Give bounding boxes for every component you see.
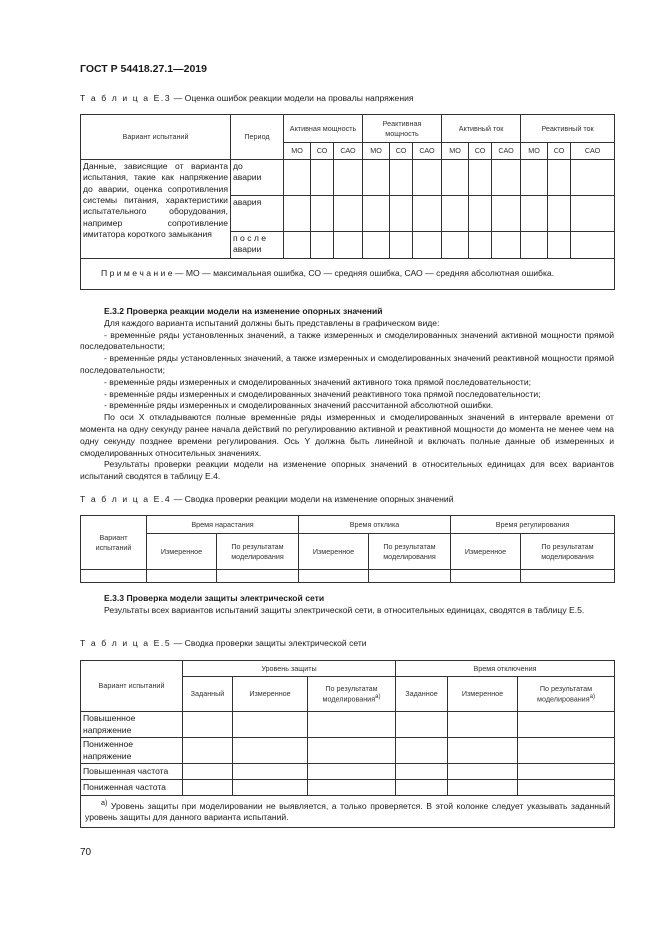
table-e3-sub-header: СО [548,143,571,160]
table-e3-sub-header: МО [442,143,469,160]
table-e5-caption-text: — Сводка проверки защиты электрической сети [171,638,367,648]
section-e32-item: - временны́е ряды измеренных и смоделированных значений рассчитанной абсолютной ошибки. [104,400,494,411]
table-e3-sub-header: САО [413,143,442,160]
table-e5-sub-header-sim [518,677,615,712]
footnote-marker: а) [101,799,108,807]
table-e4-group-header: Время нарастания [147,516,299,534]
table-e4-sub-header: Измеренное [147,534,217,570]
section-e32-item: - временны́е ряды измеренных и смоделированных значений активного тока прямой последовательности; [104,376,532,387]
table-e3-caption [80,93,414,103]
table-e5-sub-header: Заданное [396,677,448,712]
table-e5-row-label: Пониженное напряжение [81,738,183,764]
table-e4-caption-text: — Сводка проверки реакции модели на изменение опорных значений [171,494,454,504]
table-e3-data-description: Данные, зависящие от варианта испытания, такие как напряжение до аварии, оценка сопротивления системы питания, характеристики испытательного оборудования, например сопротивление имитатора короткого замыкания [81,160,231,259]
table-e4-caption-prefix: Т а б л и ц а Е.4 [80,494,172,504]
table-e3-header-variant: Вариант испытаний [81,115,231,160]
table-e4-sub-header: Измеренное [451,534,521,570]
section-e32-item: - временны́е ряды установленных значений, а также измеренных и смоделированных значений активной мощности прямой последовательности; [80,329,614,352]
table-e3-period: авария [231,196,284,232]
table-e5-row-label: Повышенное напряжение [81,712,183,738]
table-e5-caption-prefix: Т а б л и ц а Е.5 [80,638,172,648]
section-e32 [80,306,614,483]
table-e5-header-variant: Вариант испытаний [81,661,183,712]
table-e4-header-variant: Вариант испытаний [81,516,147,570]
table-e3-sub-header: МО [363,143,390,160]
table-e4-group-header: Время отклика [299,516,451,534]
table-e3-group-header: Реактивный ток [521,115,615,143]
footnote-marker: а) [375,694,381,701]
section-e33-heading: Е.3.3 Проверка модели защиты электрической сети [104,593,325,603]
page-number: 70 [80,847,92,858]
table-e3-sub-header: САО [571,143,615,160]
table-e3-group-header: Реактивная мощность [363,115,442,143]
section-e32-paragraph: По оси X откладываются полные временны́е ряды измеренных и смоделированных значений в интервале времени от момента на одну секунду ранее начала действий по регулированию активной и реактивной мощности до момента не менее чем на одну секунду позднее времени регулирования. Ось Y должна быть линейной и включать полные данные об измеренных и смоделированных относительных значениях. [80,412,614,458]
table-e3-period: п о с л е аварии [231,232,284,259]
section-e32-item: - временны́е ряды установленных значений, а также измеренных и смоделированных значений реактивной мощности прямой последовательности; [80,353,614,375]
section-e33 [80,593,614,617]
table-e5-sub-header: Измеренное [233,677,308,712]
section-e32-item: - временны́е ряды измеренных и смоделированных значений реактивного тока прямой последовательности; [104,388,541,399]
table-e5-group-header: Время отключения [396,661,615,677]
table-e5-sub-header: Заданный [183,677,233,712]
table-e5-row-label: Повышенная частота [81,764,183,780]
table-e5-sub-header: Измеренное [448,677,518,712]
table-e4-sub-header: Измеренное [299,534,369,570]
table-e4-sub-header: По результатам моделирования [369,534,451,570]
table-e3-header-period: Период [231,115,284,160]
table-e3-sub-header: МО [521,143,548,160]
table-e5-sim-label: По результатам моделирования [322,683,378,704]
table-e5-sim-label: По результатам моделирования [537,683,593,704]
section-e32-heading: Е.3.2 Проверка реакции модели на изменение опорных значений [104,306,383,316]
table-e5-footnote-text: Уровень защиты при моделировании не выявляется, а только проверяется. В этой колонке следует указывать заданный уровень защиты для данного варианта испытаний. [85,800,611,823]
table-e5-row-label: Пониженная частота [81,780,183,796]
table-e5-group-header: Уровень защиты [183,661,396,677]
table-e4 [80,515,615,583]
table-e3-sub-header: СО [311,143,334,160]
table-e5-sub-header-sim [308,677,396,712]
section-e33-paragraph: Результаты всех вариантов испытаний защиты электрической сети, в относительных единицах, сводятся в таблицу Е.5. [104,604,585,615]
table-e3-sub-header: СО [390,143,413,160]
table-e5-footnote [81,796,615,828]
table-e4-sub-header: По результатам моделирования [217,534,299,570]
section-e32-intro: Для каждого варианта испытаний должны быть представлены в графическом виде: [104,317,440,328]
section-e32-paragraph: Результаты проверки реакции модели на изменение опорных значений в относительных единицах для всех вариантов испытаний сводятся в таблицу Е.4. [80,459,614,482]
table-e3-note: П р и м е ч а н и е — МО — максимальная ошибка, СО — средняя ошибка, САО — средняя абсолютная ошибка. [81,259,615,290]
table-e3-caption-text: — Оценка ошибок реакции модели на провалы напряжения [171,93,414,103]
table-e3-caption-prefix: Т а б л и ц а Е.3 [80,93,172,103]
table-e4-group-header: Время регулирования [451,516,615,534]
table-e3-sub-header: САО [334,143,363,160]
table-e3-sub-header: МО [284,143,311,160]
table-e3 [80,114,615,290]
table-e3-period: до аварии [231,160,284,196]
table-e5-caption [80,638,367,648]
table-e3-sub-header: СО [469,143,492,160]
table-e3-group-header: Активный ток [442,115,521,143]
footnote-marker: а) [589,694,595,701]
document-header: ГОСТ Р 54418.27.1—2019 [80,63,207,75]
table-e4-sub-header: По результатам моделирования [521,534,615,570]
table-e3-group-header: Активная мощность [284,115,363,143]
table-e3-sub-header: САО [492,143,521,160]
table-e5 [80,660,615,828]
table-e4-caption [80,494,454,504]
